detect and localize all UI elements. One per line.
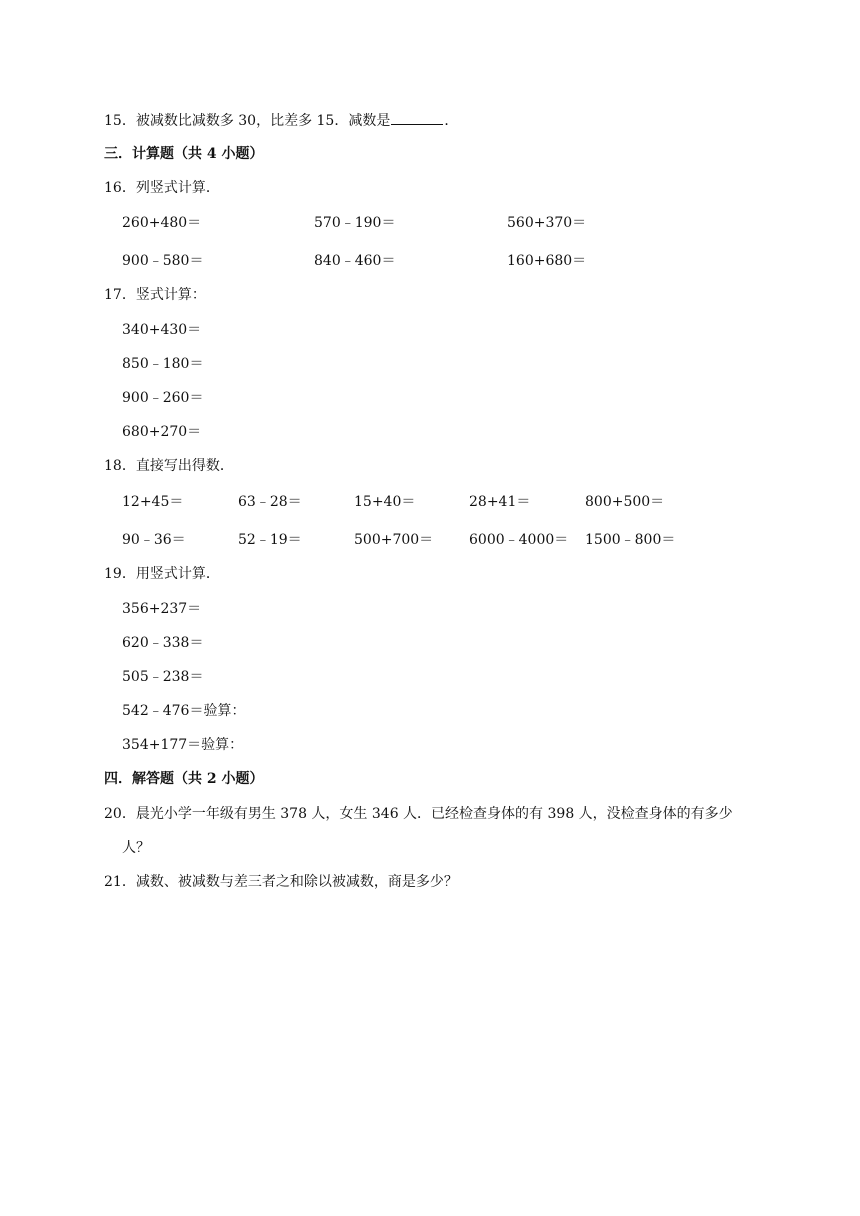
expression: 900﹣580＝ (122, 253, 204, 269)
expression: 1500﹣800＝ (585, 532, 676, 548)
expression: 505﹣238＝ (122, 669, 204, 685)
question-17-title: 17．竖式计算： (104, 287, 206, 303)
expression: 900﹣260＝ (122, 390, 204, 406)
expression: 680+270＝ (122, 424, 202, 440)
expression: 90﹣36＝ (122, 532, 186, 548)
expression: 28+41＝ (469, 494, 531, 510)
expression: 840﹣460＝ (314, 253, 396, 269)
question-15 (104, 110, 458, 131)
question-20-line-2: 人？ (122, 840, 150, 856)
expression: 560+370＝ (507, 215, 587, 231)
question-19-title: 19．用竖式计算． (104, 566, 220, 582)
expression: 160+680＝ (507, 253, 587, 269)
expression: 620﹣338＝ (122, 635, 204, 651)
expression: 354+177＝验算： (122, 737, 244, 753)
question-18-title: 18．直接写出得数． (104, 458, 234, 474)
expression: 340+430＝ (122, 322, 202, 338)
expression: 850﹣180＝ (122, 356, 204, 372)
expression: 800+500＝ (585, 494, 665, 510)
expression: 15+40＝ (354, 494, 416, 510)
question-16-title: 16．列竖式计算． (104, 180, 220, 196)
answer-blank[interactable] (391, 110, 443, 125)
expression: 6000﹣4000＝ (469, 532, 569, 548)
section-4-heading: 四．解答题（共 2 小题） (104, 771, 264, 787)
question-15-suffix: ． (444, 113, 459, 129)
expression: 52﹣19＝ (238, 532, 302, 548)
expression: 12+45＝ (122, 494, 184, 510)
expression: 500+700＝ (354, 532, 434, 548)
expression: 570﹣190＝ (314, 215, 396, 231)
expression: 260+480＝ (122, 215, 202, 231)
expression: 63﹣28＝ (238, 494, 302, 510)
expression: 356+237＝ (122, 601, 202, 617)
section-3-heading: 三．计算题（共 4 小题） (104, 146, 264, 162)
question-20-line-1: 20．晨光小学一年级有男生 378 人，女生 346 人．已经检查身体的有 398 人，没检查身体的有多少 (104, 806, 733, 822)
question-21: 21．减数、被减数与差三者之和除以被减数，商是多少？ (104, 874, 458, 890)
expression: 542﹣476＝验算： (122, 703, 246, 719)
question-15-text: 15．被减数比减数多 30，比差多 15．减数是 (104, 113, 391, 129)
